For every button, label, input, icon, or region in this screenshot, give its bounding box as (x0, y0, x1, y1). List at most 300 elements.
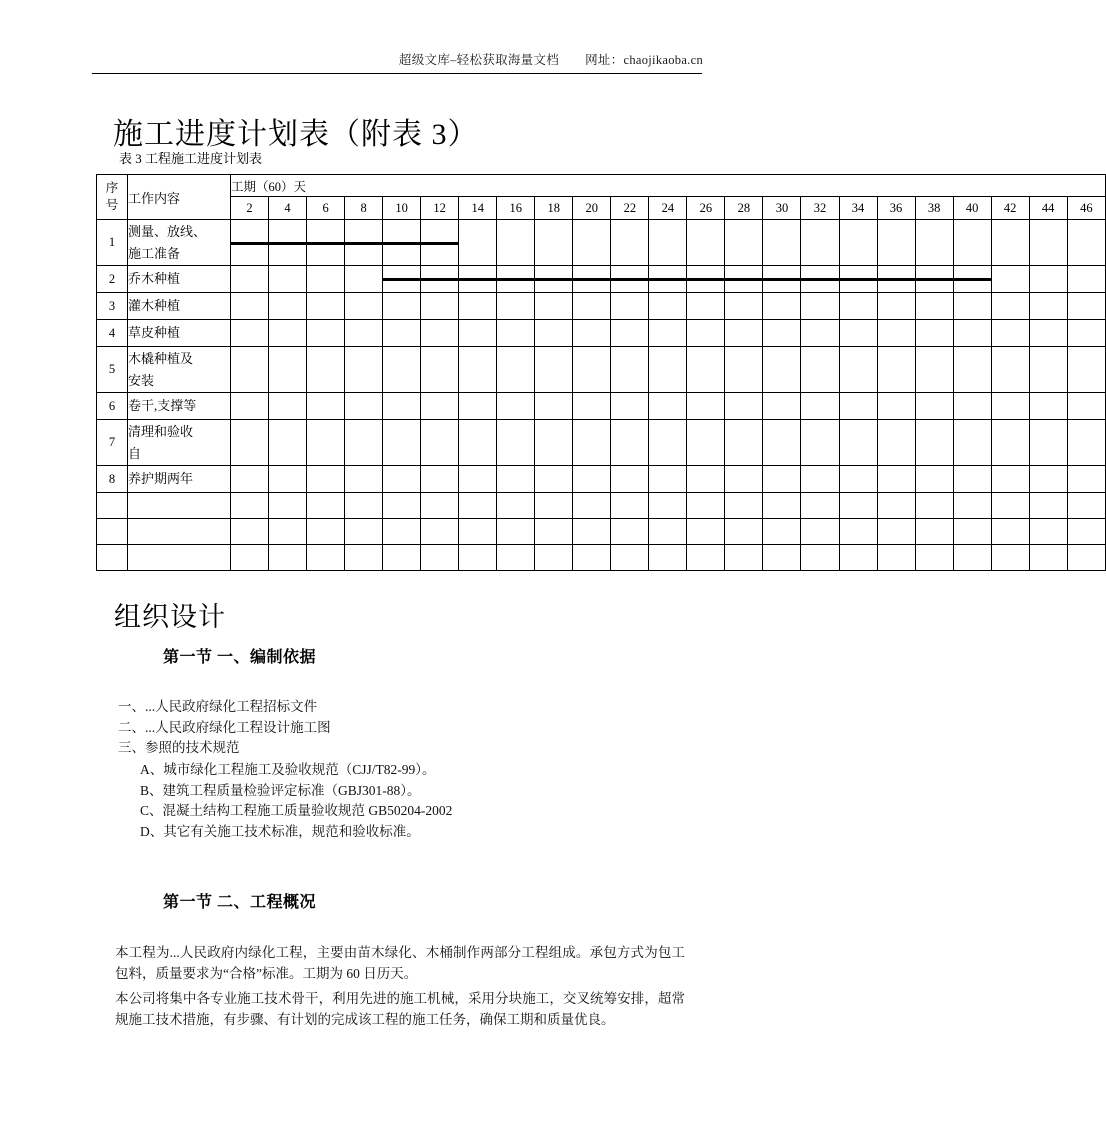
gantt-cell (763, 393, 801, 420)
standard-item: B、建筑工程质量检验评定标准（GBJ301-88）。 (140, 782, 421, 798)
reference-item: 二、...人民政府绿化工程设计施工图 (118, 719, 331, 735)
gantt-cell (1067, 545, 1105, 571)
gantt-cell (459, 220, 497, 266)
header-divider-rule (92, 73, 702, 74)
gantt-cell (611, 420, 649, 466)
gantt-cell (611, 519, 649, 545)
gantt-cell (649, 320, 687, 347)
gantt-cell (535, 320, 573, 347)
gantt-tick-8: 8 (345, 197, 383, 220)
gantt-cell (345, 493, 383, 519)
gantt-tick-12: 12 (421, 197, 459, 220)
gantt-cell (421, 519, 459, 545)
gantt-cell (231, 466, 269, 493)
gantt-cell (345, 466, 383, 493)
gantt-cell (307, 266, 345, 293)
gantt-cell (687, 545, 725, 571)
gantt-cell (573, 266, 611, 293)
gantt-cell (231, 266, 269, 293)
gantt-cell (1029, 493, 1067, 519)
gantt-cell (459, 347, 497, 393)
table-row (97, 266, 1106, 293)
gantt-cell (877, 420, 915, 466)
gantt-tick-36: 36 (877, 197, 915, 220)
gantt-cell (1029, 266, 1067, 293)
gantt-cell (307, 420, 345, 466)
gantt-cell (459, 393, 497, 420)
gantt-cell (649, 266, 687, 293)
gantt-cell (687, 466, 725, 493)
gantt-cell (801, 493, 839, 519)
gantt-cell (459, 493, 497, 519)
gantt-cell (1067, 519, 1105, 545)
gantt-cell (1067, 420, 1105, 466)
gantt-cell (839, 545, 877, 571)
gantt-tick-42: 42 (991, 197, 1029, 220)
gantt-cell (307, 519, 345, 545)
gantt-cell (1029, 420, 1067, 466)
overview-paragraph-1: 本工程为...人民政府内绿化工程，主要由苗木绿化、木桶制作两部分工程组成。承包方式为包工包料，质量要求为“合格”标准。工期为 60 日历天。 (115, 945, 685, 981)
gantt-cell (725, 493, 763, 519)
gantt-cell (535, 293, 573, 320)
gantt-cell (877, 266, 915, 293)
gantt-cell (649, 420, 687, 466)
gantt-cell (725, 466, 763, 493)
gantt-cell (611, 466, 649, 493)
gantt-cell (497, 519, 535, 545)
section-title: 组织设计 (114, 602, 226, 633)
gantt-cell (839, 519, 877, 545)
gantt-cell (459, 266, 497, 293)
gantt-cell (345, 420, 383, 466)
gantt-cell (839, 266, 877, 293)
gantt-cell (573, 519, 611, 545)
work-content-line: 乔木种植 (128, 271, 181, 286)
gantt-cell (991, 545, 1029, 571)
row-work-content (128, 320, 231, 347)
gantt-cell (345, 393, 383, 420)
gantt-cell (269, 545, 307, 571)
gantt-cell (573, 393, 611, 420)
gantt-cell (991, 220, 1029, 266)
gantt-cell (1029, 320, 1067, 347)
gantt-cell (1067, 220, 1105, 266)
gantt-cell (421, 220, 459, 266)
gantt-cell (801, 420, 839, 466)
gantt-cell (839, 320, 877, 347)
gantt-cell (915, 519, 953, 545)
gantt-cell (839, 293, 877, 320)
gantt-cell (345, 320, 383, 347)
gantt-cell (877, 220, 915, 266)
gantt-tick-18: 18 (535, 197, 573, 220)
gantt-cell (1029, 293, 1067, 320)
gantt-cell (269, 519, 307, 545)
gantt-cell (801, 393, 839, 420)
gantt-cell (307, 393, 345, 420)
table-row (97, 420, 1106, 466)
gantt-cell (687, 493, 725, 519)
gantt-cell (269, 266, 307, 293)
gantt-cell (459, 420, 497, 466)
gantt-cell (535, 220, 573, 266)
gantt-cell (573, 347, 611, 393)
gantt-cell (1067, 466, 1105, 493)
gantt-cell (915, 420, 953, 466)
gantt-cell (991, 493, 1029, 519)
overview-paragraph-2: 本公司将集中各专业施工技术骨干，利用先进的施工机械，采用分块施工，交叉统筹安排，超常规施工技术措施，有步骤、有计划的完成该工程的施工任务，确保工期和质量优良。 (115, 991, 685, 1027)
gantt-cell (611, 266, 649, 293)
gantt-cell (383, 420, 421, 466)
gantt-cell (763, 519, 801, 545)
table-row (97, 293, 1106, 320)
gantt-cell (877, 466, 915, 493)
gantt-cell (497, 266, 535, 293)
gantt-cell (383, 466, 421, 493)
table-row (97, 393, 1106, 420)
gantt-cell (307, 293, 345, 320)
gantt-cell (801, 220, 839, 266)
work-content-line: 卷干,支撑等 (128, 398, 197, 413)
gantt-cell (649, 293, 687, 320)
gantt-cell (1067, 266, 1105, 293)
gantt-cell (573, 493, 611, 519)
gantt-cell (801, 266, 839, 293)
row-serial-number: 2 (97, 266, 128, 293)
subsection-heading-basis: 第一节 一、编制依据 (163, 649, 317, 666)
gantt-cell (725, 266, 763, 293)
row-work-content (128, 493, 231, 519)
gantt-cell (915, 493, 953, 519)
references-list (118, 697, 718, 759)
gantt-cell (307, 220, 345, 266)
gantt-tick-40: 40 (953, 197, 991, 220)
gantt-cell (535, 545, 573, 571)
gantt-cell (573, 420, 611, 466)
gantt-cell (421, 466, 459, 493)
work-content-line: 木橇种植及 (128, 350, 194, 366)
gantt-cell (307, 545, 345, 571)
gantt-cell (687, 320, 725, 347)
gantt-cell (459, 293, 497, 320)
gantt-cell (991, 519, 1029, 545)
gantt-cell (801, 293, 839, 320)
gantt-cell (307, 493, 345, 519)
schedule-gantt-table (96, 174, 1106, 571)
row-serial-number: 1 (97, 220, 128, 266)
gantt-tick-22: 22 (611, 197, 649, 220)
gantt-cell (421, 266, 459, 293)
table-row (97, 493, 1106, 519)
gantt-cell (687, 220, 725, 266)
gantt-cell (953, 220, 991, 266)
subsection-heading-overview: 第一节 二、工程概况 (163, 894, 317, 911)
gantt-cell (687, 347, 725, 393)
gantt-cell (877, 347, 915, 393)
gantt-cell (763, 220, 801, 266)
gantt-tick-24: 24 (649, 197, 687, 220)
gantt-tick-26: 26 (687, 197, 725, 220)
gantt-cell (1067, 293, 1105, 320)
gantt-cell (839, 493, 877, 519)
gantt-cell (725, 293, 763, 320)
row-serial-number: 8 (97, 466, 128, 493)
gantt-cell (573, 320, 611, 347)
gantt-cell (421, 393, 459, 420)
gantt-cell (421, 545, 459, 571)
gantt-cell (915, 545, 953, 571)
gantt-cell (573, 466, 611, 493)
gantt-cell (915, 347, 953, 393)
work-content-line: 安装 (128, 372, 155, 388)
gantt-cell (573, 545, 611, 571)
gantt-cell (269, 393, 307, 420)
gantt-cell (991, 293, 1029, 320)
row-serial-number (97, 545, 128, 571)
gantt-cell (649, 493, 687, 519)
gantt-cell (535, 519, 573, 545)
row-work-content (128, 545, 231, 571)
gantt-tick-2: 2 (231, 197, 269, 220)
gantt-cell (269, 466, 307, 493)
gantt-cell (649, 519, 687, 545)
gantt-cell (611, 293, 649, 320)
row-serial-number: 3 (97, 293, 128, 320)
gantt-table-head (97, 175, 1106, 220)
gantt-cell (421, 493, 459, 519)
gantt-cell (1029, 519, 1067, 545)
gantt-tick-30: 30 (763, 197, 801, 220)
gantt-cell (877, 493, 915, 519)
gantt-tick-6: 6 (307, 197, 345, 220)
standard-item: C、混凝土结构工程施工质量验收规范 GB50204-2002 (140, 803, 453, 818)
gantt-tick-46: 46 (1067, 197, 1105, 220)
gantt-cell (991, 393, 1029, 420)
project-overview-text (115, 943, 685, 1030)
standard-item: D、其它有关施工技术标准，规范和验收标准。 (140, 823, 420, 839)
gantt-cell (383, 393, 421, 420)
gantt-cell (991, 266, 1029, 293)
gantt-cell (649, 347, 687, 393)
gantt-cell (535, 266, 573, 293)
row-work-content (128, 347, 231, 393)
gantt-cell (1029, 347, 1067, 393)
table-row (97, 466, 1106, 493)
gantt-cell (877, 393, 915, 420)
gantt-head-row-1 (97, 175, 1106, 197)
gantt-cell (687, 393, 725, 420)
gantt-cell (231, 347, 269, 393)
gantt-cell (725, 393, 763, 420)
gantt-cell (535, 347, 573, 393)
table-row (97, 545, 1106, 571)
gantt-cell (497, 320, 535, 347)
gantt-tick-38: 38 (915, 197, 953, 220)
row-serial-number (97, 519, 128, 545)
gantt-cell (953, 347, 991, 393)
gantt-cell (1029, 545, 1067, 571)
reference-item: 三、参照的技术规范 (118, 740, 240, 755)
row-serial-number: 6 (97, 393, 128, 420)
gantt-cell (725, 320, 763, 347)
gantt-tick-4: 4 (269, 197, 307, 220)
gantt-cell (231, 220, 269, 266)
gantt-cell (763, 293, 801, 320)
gantt-cell (725, 420, 763, 466)
row-work-content (128, 393, 231, 420)
work-content-line: 测量、放线、 (128, 223, 207, 239)
gantt-cell (953, 293, 991, 320)
header-work-content: 工作内容 (128, 175, 231, 220)
work-content-line: 自 (128, 445, 142, 461)
gantt-cell (801, 519, 839, 545)
gantt-tick-16: 16 (497, 197, 535, 220)
gantt-cell (459, 519, 497, 545)
gantt-cell (763, 466, 801, 493)
gantt-cell (839, 393, 877, 420)
running-header (90, 52, 703, 68)
gantt-cell (269, 293, 307, 320)
table-row (97, 320, 1106, 347)
gantt-cell (383, 545, 421, 571)
gantt-cell (1029, 393, 1067, 420)
gantt-cell (459, 545, 497, 571)
gantt-cell (421, 293, 459, 320)
gantt-cell (763, 347, 801, 393)
gantt-cell (611, 545, 649, 571)
gantt-cell (1029, 466, 1067, 493)
gantt-cell (763, 420, 801, 466)
gantt-tick-20: 20 (573, 197, 611, 220)
gantt-cell (383, 347, 421, 393)
row-work-content (128, 519, 231, 545)
gantt-tick-44: 44 (1029, 197, 1067, 220)
gantt-tick-34: 34 (839, 197, 877, 220)
gantt-cell (991, 347, 1029, 393)
row-serial-number (97, 493, 128, 519)
gantt-cell (953, 320, 991, 347)
gantt-cell (611, 347, 649, 393)
header-serial-number: 序 号 (97, 175, 128, 220)
gantt-cell (953, 420, 991, 466)
gantt-cell (801, 545, 839, 571)
table-row (97, 519, 1106, 545)
gantt-cell (459, 320, 497, 347)
gantt-cell (763, 545, 801, 571)
gantt-cell (497, 293, 535, 320)
gantt-cell (269, 220, 307, 266)
gantt-cell (611, 320, 649, 347)
gantt-tick-14: 14 (459, 197, 497, 220)
gantt-cell (573, 293, 611, 320)
row-serial-number: 5 (97, 347, 128, 393)
gantt-cell (497, 347, 535, 393)
gantt-cell (269, 347, 307, 393)
work-content-line: 草皮种植 (128, 325, 181, 340)
gantt-cell (953, 466, 991, 493)
gantt-cell (649, 220, 687, 266)
gantt-cell (953, 266, 991, 293)
gantt-cell (953, 493, 991, 519)
gantt-cell (1067, 347, 1105, 393)
gantt-cell (991, 420, 1029, 466)
row-work-content (128, 220, 231, 266)
gantt-cell (497, 393, 535, 420)
gantt-cell (307, 320, 345, 347)
gantt-cell (573, 220, 611, 266)
gantt-cell (687, 266, 725, 293)
row-serial-number: 7 (97, 420, 128, 466)
gantt-cell (497, 493, 535, 519)
gantt-cell (839, 420, 877, 466)
work-content-line: 灌木种植 (128, 298, 181, 313)
gantt-cell (535, 466, 573, 493)
row-serial-number: 4 (97, 320, 128, 347)
gantt-cell (915, 266, 953, 293)
standards-list (118, 760, 718, 842)
gantt-cell (1067, 320, 1105, 347)
header-duration-span: 工期（60）天 (231, 175, 1106, 197)
gantt-cell (725, 220, 763, 266)
schedule-gantt-table-container (96, 174, 1093, 519)
gantt-cell (953, 393, 991, 420)
gantt-cell (649, 545, 687, 571)
gantt-cell (801, 347, 839, 393)
gantt-cell (269, 493, 307, 519)
gantt-cell (915, 466, 953, 493)
gantt-cell (839, 347, 877, 393)
gantt-cell (497, 545, 535, 571)
gantt-cell (763, 320, 801, 347)
gantt-cell (1067, 493, 1105, 519)
gantt-cell (687, 519, 725, 545)
gantt-cell (345, 266, 383, 293)
gantt-cell (801, 466, 839, 493)
gantt-cell (383, 519, 421, 545)
gantt-tick-10: 10 (383, 197, 421, 220)
document-title: 施工进度计划表（附表 3） (113, 118, 479, 152)
gantt-cell (611, 393, 649, 420)
gantt-cell (763, 493, 801, 519)
gantt-cell (611, 493, 649, 519)
row-work-content (128, 266, 231, 293)
gantt-cell (231, 493, 269, 519)
gantt-tick-32: 32 (801, 197, 839, 220)
standard-item: A、城市绿化工程施工及验收规范（CJJ/T82-99）。 (140, 762, 436, 777)
gantt-cell (991, 466, 1029, 493)
row-work-content (128, 466, 231, 493)
gantt-cell (345, 220, 383, 266)
gantt-cell (725, 519, 763, 545)
gantt-cell (345, 519, 383, 545)
gantt-cell (725, 545, 763, 571)
gantt-cell (345, 545, 383, 571)
gantt-cell (307, 347, 345, 393)
gantt-cell (915, 220, 953, 266)
gantt-cell (269, 320, 307, 347)
gantt-cell (345, 347, 383, 393)
gantt-cell (231, 320, 269, 347)
gantt-cell (915, 320, 953, 347)
table-row (97, 220, 1106, 266)
gantt-cell (535, 420, 573, 466)
gantt-cell (877, 320, 915, 347)
gantt-cell (763, 266, 801, 293)
gantt-cell (497, 220, 535, 266)
gantt-cell (915, 393, 953, 420)
gantt-cell (1029, 220, 1067, 266)
gantt-cell (497, 466, 535, 493)
